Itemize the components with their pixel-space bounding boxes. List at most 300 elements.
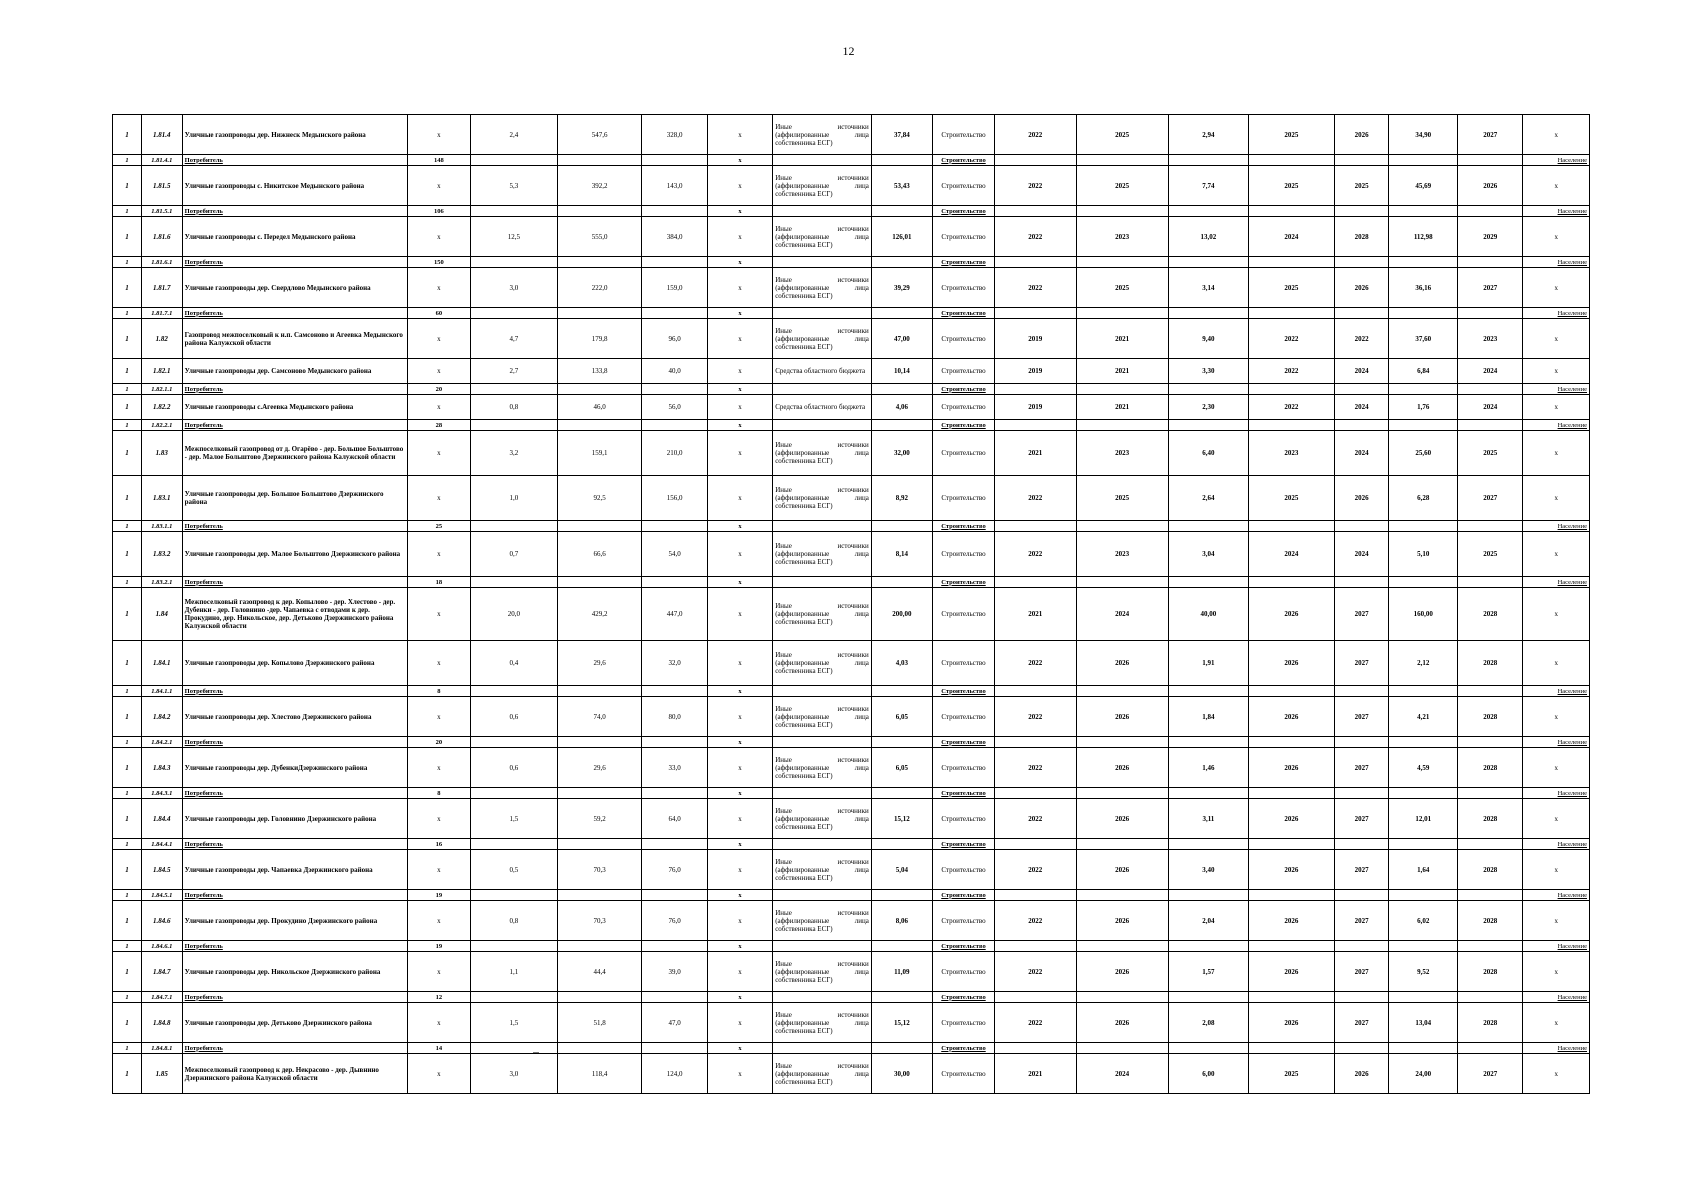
empty-cell <box>1249 577 1335 588</box>
empty-cell <box>557 737 642 748</box>
placeholder-cell: x <box>707 941 772 952</box>
table-body <box>113 115 1590 1094</box>
amount-cell: 6,05 <box>871 697 932 737</box>
year-cell: 2028 <box>1458 901 1523 941</box>
value-cell: 70,3 <box>557 850 642 890</box>
consumer-type-cell: Население <box>1523 839 1590 850</box>
empty-cell <box>557 839 642 850</box>
empty-cell <box>642 686 707 697</box>
object-name-cell: Уличные газопроводы дер. Копылово Дзержинского района <box>182 641 407 686</box>
row-code-cell: 1.84.2 <box>141 697 182 737</box>
empty-cell <box>871 155 932 166</box>
work-type-cell: Строительство <box>932 431 994 476</box>
amount-cell: 8,14 <box>871 532 932 577</box>
year-cell: 2024 <box>1249 532 1335 577</box>
empty-cell <box>1389 839 1458 850</box>
amount-cell: 24,00 <box>1389 1054 1458 1094</box>
value-cell: 447,0 <box>642 588 707 641</box>
value-cell: 74,0 <box>557 697 642 737</box>
empty-cell <box>642 577 707 588</box>
placeholder-cell: x <box>1523 319 1590 359</box>
consumer-label-cell: Потребитель <box>182 257 407 268</box>
work-type-cell: Строительство <box>932 1003 994 1043</box>
row-code-cell: 1.81.5 <box>141 166 182 206</box>
consumer-label-cell: Потребитель <box>182 577 407 588</box>
consumer-row <box>113 384 1590 395</box>
empty-cell <box>1249 890 1335 901</box>
object-name-cell: Уличные газопроводы дер. Никольское Дзержинского района <box>182 952 407 992</box>
row-code-cell: 1.81.4.1 <box>141 155 182 166</box>
year-cell: 2026 <box>1334 1054 1389 1094</box>
value-cell: 76,0 <box>642 901 707 941</box>
year-cell: 2025 <box>1076 268 1168 308</box>
placeholder-cell: x <box>707 788 772 799</box>
value-cell: 124,0 <box>642 1054 707 1094</box>
placeholder-cell: x <box>407 901 470 941</box>
consumer-count-cell: 20 <box>407 384 470 395</box>
funding-source-cell: Иные источники (аффилированные лица собственника ЕСГ) <box>773 952 872 992</box>
row-code-cell: 1.84.8 <box>141 1003 182 1043</box>
object-name-cell: Уличные газопроводы дер. Прокудино Дзержинского района <box>182 901 407 941</box>
year-cell: 2023 <box>1076 217 1168 257</box>
empty-cell <box>773 890 872 901</box>
table-row <box>113 748 1590 788</box>
year-cell: 2028 <box>1458 641 1523 686</box>
amount-cell: 3,04 <box>1168 532 1248 577</box>
empty-cell <box>1249 788 1335 799</box>
empty-cell <box>1389 941 1458 952</box>
year-cell: 2025 <box>1249 1054 1335 1094</box>
year-cell: 2026 <box>1249 850 1335 890</box>
year-cell: 2022 <box>995 952 1076 992</box>
placeholder-cell: x <box>1523 799 1590 839</box>
work-type-cell: Строительство <box>932 420 994 431</box>
consumer-type-cell: Население <box>1523 577 1590 588</box>
year-cell: 2026 <box>1334 476 1389 521</box>
row-code-cell: 1.81.5.1 <box>141 206 182 217</box>
empty-cell <box>995 155 1076 166</box>
object-name-cell: Уличные газопроводы дер. Чапаевка Дзержинского района <box>182 850 407 890</box>
empty-cell <box>642 737 707 748</box>
placeholder-cell: x <box>1523 952 1590 992</box>
year-cell: 2027 <box>1334 901 1389 941</box>
empty-cell <box>1389 788 1458 799</box>
empty-cell <box>1389 577 1458 588</box>
year-cell: 2027 <box>1334 1003 1389 1043</box>
object-name-cell: Уличные газопроводы дер. Самсоново Медынского района <box>182 359 407 384</box>
object-name-cell: Уличные газопроводы дер. Нижнеск Медынского района <box>182 115 407 155</box>
empty-cell <box>1249 839 1335 850</box>
table-row <box>113 166 1590 206</box>
consumer-type-cell: Население <box>1523 206 1590 217</box>
placeholder-cell: x <box>707 1054 772 1094</box>
empty-cell <box>995 941 1076 952</box>
year-cell: 2023 <box>1076 431 1168 476</box>
empty-cell <box>1458 155 1523 166</box>
empty-cell <box>1389 737 1458 748</box>
empty-cell <box>1076 155 1168 166</box>
empty-cell <box>871 686 932 697</box>
placeholder-cell: x <box>707 166 772 206</box>
consumer-type-cell: Население <box>1523 686 1590 697</box>
row-level-cell: 1 <box>113 850 142 890</box>
empty-cell <box>470 992 557 1003</box>
empty-cell <box>557 308 642 319</box>
value-cell: 29,6 <box>557 641 642 686</box>
empty-cell <box>642 890 707 901</box>
placeholder-cell: x <box>407 217 470 257</box>
value-cell: 76,0 <box>642 850 707 890</box>
row-code-cell: 1.84.7 <box>141 952 182 992</box>
length-cell: 0,7 <box>470 532 557 577</box>
table-row <box>113 588 1590 641</box>
funding-source-cell: Иные источники (аффилированные лица собственника ЕСГ) <box>773 532 872 577</box>
empty-cell <box>773 206 872 217</box>
year-cell: 2022 <box>995 217 1076 257</box>
year-cell: 2027 <box>1334 748 1389 788</box>
empty-cell <box>1076 737 1168 748</box>
empty-cell <box>995 521 1076 532</box>
placeholder-cell: x <box>1523 532 1590 577</box>
value-cell: 64,0 <box>642 799 707 839</box>
work-type-cell: Строительство <box>932 901 994 941</box>
empty-cell <box>642 308 707 319</box>
amount-cell: 2,12 <box>1389 641 1458 686</box>
row-code-cell: 1.81.6 <box>141 217 182 257</box>
year-cell: 2027 <box>1334 952 1389 992</box>
empty-cell <box>1076 384 1168 395</box>
value-cell: 96,0 <box>642 319 707 359</box>
placeholder-cell: x <box>407 476 470 521</box>
empty-cell <box>773 384 872 395</box>
year-cell: 2026 <box>1076 799 1168 839</box>
row-code-cell: 1.84.6.1 <box>141 941 182 952</box>
placeholder-cell: x <box>707 268 772 308</box>
year-cell: 2026 <box>1076 641 1168 686</box>
work-type-cell: Строительство <box>932 577 994 588</box>
empty-cell <box>773 1043 872 1054</box>
year-cell: 2022 <box>1249 319 1335 359</box>
value-cell: 555,0 <box>557 217 642 257</box>
row-level-cell: 1 <box>113 319 142 359</box>
empty-cell <box>470 257 557 268</box>
year-cell: 2022 <box>995 1003 1076 1043</box>
amount-cell: 15,12 <box>871 1003 932 1043</box>
row-level-cell: 1 <box>113 395 142 420</box>
consumer-type-cell: Население <box>1523 737 1590 748</box>
year-cell: 2026 <box>1076 748 1168 788</box>
table-row <box>113 319 1590 359</box>
year-cell: 2022 <box>995 166 1076 206</box>
amount-cell: 9,52 <box>1389 952 1458 992</box>
row-code-cell: 1.84.3.1 <box>141 788 182 799</box>
funding-source-cell: Средства областного бюджета <box>773 395 872 420</box>
value-cell: 47,0 <box>642 1003 707 1043</box>
work-type-cell: Строительство <box>932 588 994 641</box>
scan-mark <box>533 1052 539 1053</box>
amount-cell: 6,84 <box>1389 359 1458 384</box>
amount-cell: 37,60 <box>1389 319 1458 359</box>
amount-cell: 2,64 <box>1168 476 1248 521</box>
placeholder-cell: x <box>707 890 772 901</box>
value-cell: 143,0 <box>642 166 707 206</box>
empty-cell <box>1458 941 1523 952</box>
work-type-cell: Строительство <box>932 166 994 206</box>
empty-cell <box>1334 308 1389 319</box>
row-level-cell: 1 <box>113 737 142 748</box>
row-level-cell: 1 <box>113 901 142 941</box>
empty-cell <box>1389 521 1458 532</box>
empty-cell <box>871 521 932 532</box>
placeholder-cell: x <box>1523 115 1590 155</box>
row-level-cell: 1 <box>113 115 142 155</box>
empty-cell <box>1334 941 1389 952</box>
value-cell: 222,0 <box>557 268 642 308</box>
empty-cell <box>1076 839 1168 850</box>
row-level-cell: 1 <box>113 952 142 992</box>
placeholder-cell: x <box>707 206 772 217</box>
placeholder-cell: x <box>707 359 772 384</box>
empty-cell <box>1334 992 1389 1003</box>
amount-cell: 8,92 <box>871 476 932 521</box>
object-name-cell: Уличные газопроводы дер. Большое Больштово Дзержинского района <box>182 476 407 521</box>
funding-source-cell: Иные источники (аффилированные лица собственника ЕСГ) <box>773 850 872 890</box>
consumer-row <box>113 737 1590 748</box>
amount-cell: 1,91 <box>1168 641 1248 686</box>
empty-cell <box>470 577 557 588</box>
placeholder-cell: x <box>1523 1054 1590 1094</box>
table-row <box>113 268 1590 308</box>
amount-cell: 3,14 <box>1168 268 1248 308</box>
placeholder-cell: x <box>1523 395 1590 420</box>
placeholder-cell: x <box>707 217 772 257</box>
consumer-count-cell: 16 <box>407 839 470 850</box>
amount-cell: 1,76 <box>1389 395 1458 420</box>
amount-cell: 11,09 <box>871 952 932 992</box>
placeholder-cell: x <box>707 577 772 588</box>
object-name-cell: Уличные газопроводы дер. Свердлово Медынского района <box>182 268 407 308</box>
table-row <box>113 952 1590 992</box>
placeholder-cell: x <box>407 359 470 384</box>
empty-cell <box>1076 890 1168 901</box>
empty-cell <box>995 257 1076 268</box>
amount-cell: 4,21 <box>1389 697 1458 737</box>
table-row <box>113 1054 1590 1094</box>
empty-cell <box>1168 839 1248 850</box>
row-level-cell: 1 <box>113 748 142 788</box>
year-cell: 2026 <box>1076 850 1168 890</box>
empty-cell <box>1249 686 1335 697</box>
amount-cell: 160,00 <box>1389 588 1458 641</box>
empty-cell <box>470 737 557 748</box>
row-level-cell: 1 <box>113 476 142 521</box>
empty-cell <box>871 1043 932 1054</box>
consumer-type-cell: Население <box>1523 941 1590 952</box>
funding-source-cell: Иные источники (аффилированные лица собственника ЕСГ) <box>773 319 872 359</box>
year-cell: 2022 <box>995 748 1076 788</box>
amount-cell: 32,00 <box>871 431 932 476</box>
empty-cell <box>995 1043 1076 1054</box>
work-type-cell: Строительство <box>932 788 994 799</box>
amount-cell: 13,02 <box>1168 217 1248 257</box>
consumer-label-cell: Потребитель <box>182 384 407 395</box>
placeholder-cell: x <box>1523 641 1590 686</box>
placeholder-cell: x <box>1523 901 1590 941</box>
work-type-cell: Строительство <box>932 319 994 359</box>
work-type-cell: Строительство <box>932 395 994 420</box>
placeholder-cell: x <box>707 799 772 839</box>
empty-cell <box>470 788 557 799</box>
empty-cell <box>871 941 932 952</box>
amount-cell: 3,30 <box>1168 359 1248 384</box>
work-type-cell: Строительство <box>932 217 994 257</box>
consumer-type-cell: Население <box>1523 521 1590 532</box>
placeholder-cell: x <box>407 395 470 420</box>
empty-cell <box>1076 992 1168 1003</box>
year-cell: 2021 <box>1076 359 1168 384</box>
empty-cell <box>557 521 642 532</box>
year-cell: 2025 <box>1249 268 1335 308</box>
empty-cell <box>557 384 642 395</box>
empty-cell <box>642 941 707 952</box>
consumer-label-cell: Потребитель <box>182 521 407 532</box>
empty-cell <box>1249 1043 1335 1054</box>
empty-cell <box>470 521 557 532</box>
empty-cell <box>1389 155 1458 166</box>
amount-cell: 6,02 <box>1389 901 1458 941</box>
placeholder-cell: x <box>707 992 772 1003</box>
empty-cell <box>871 737 932 748</box>
empty-cell <box>1076 941 1168 952</box>
amount-cell: 37,84 <box>871 115 932 155</box>
value-cell: 159,1 <box>557 431 642 476</box>
consumer-count-cell: 150 <box>407 257 470 268</box>
consumer-count-cell: 20 <box>407 737 470 748</box>
row-code-cell: 1.83.2.1 <box>141 577 182 588</box>
consumer-label-cell: Потребитель <box>182 941 407 952</box>
year-cell: 2022 <box>995 901 1076 941</box>
year-cell: 2023 <box>1249 431 1335 476</box>
row-level-cell: 1 <box>113 257 142 268</box>
consumer-row <box>113 890 1590 901</box>
row-code-cell: 1.82.1.1 <box>141 384 182 395</box>
funding-source-cell: Иные источники (аффилированные лица собственника ЕСГ) <box>773 697 872 737</box>
year-cell: 2022 <box>995 476 1076 521</box>
value-cell: 70,3 <box>557 901 642 941</box>
consumer-count-cell: 19 <box>407 890 470 901</box>
amount-cell: 1,64 <box>1389 850 1458 890</box>
row-level-cell: 1 <box>113 697 142 737</box>
row-code-cell: 1.85 <box>141 1054 182 1094</box>
row-level-cell: 1 <box>113 1003 142 1043</box>
table-row <box>113 901 1590 941</box>
empty-cell <box>871 839 932 850</box>
empty-cell <box>470 1043 557 1054</box>
work-type-cell: Строительство <box>932 257 994 268</box>
year-cell: 2026 <box>1458 166 1523 206</box>
table-row <box>113 217 1590 257</box>
year-cell: 2025 <box>1249 476 1335 521</box>
funding-source-cell: Иные источники (аффилированные лица собственника ЕСГ) <box>773 268 872 308</box>
funding-source-cell: Иные источники (аффилированные лица собственника ЕСГ) <box>773 799 872 839</box>
empty-cell <box>1389 257 1458 268</box>
work-type-cell: Строительство <box>932 521 994 532</box>
empty-cell <box>1334 1043 1389 1054</box>
empty-cell <box>557 941 642 952</box>
value-cell: 156,0 <box>642 476 707 521</box>
consumer-type-cell: Население <box>1523 155 1590 166</box>
empty-cell <box>1334 839 1389 850</box>
row-code-cell: 1.84 <box>141 588 182 641</box>
value-cell: 118,4 <box>557 1054 642 1094</box>
value-cell: 384,0 <box>642 217 707 257</box>
row-code-cell: 1.84.4 <box>141 799 182 839</box>
value-cell: 29,6 <box>557 748 642 788</box>
row-code-cell: 1.83.1 <box>141 476 182 521</box>
consumer-type-cell: Население <box>1523 308 1590 319</box>
work-type-cell: Строительство <box>932 532 994 577</box>
empty-cell <box>1168 890 1248 901</box>
value-cell: 51,8 <box>557 1003 642 1043</box>
empty-cell <box>1458 737 1523 748</box>
placeholder-cell: x <box>1523 697 1590 737</box>
empty-cell <box>773 420 872 431</box>
work-type-cell: Строительство <box>932 384 994 395</box>
placeholder-cell: x <box>707 1003 772 1043</box>
consumer-row <box>113 992 1590 1003</box>
placeholder-cell: x <box>707 395 772 420</box>
empty-cell <box>1389 308 1458 319</box>
row-level-cell: 1 <box>113 268 142 308</box>
year-cell: 2024 <box>1334 532 1389 577</box>
amount-cell: 8,06 <box>871 901 932 941</box>
empty-cell <box>773 257 872 268</box>
row-level-cell: 1 <box>113 420 142 431</box>
amount-cell: 6,40 <box>1168 431 1248 476</box>
empty-cell <box>871 992 932 1003</box>
amount-cell: 126,01 <box>871 217 932 257</box>
empty-cell <box>642 992 707 1003</box>
empty-cell <box>557 577 642 588</box>
empty-cell <box>470 839 557 850</box>
empty-cell <box>1168 577 1248 588</box>
placeholder-cell: x <box>707 155 772 166</box>
placeholder-cell: x <box>407 431 470 476</box>
year-cell: 2024 <box>1334 431 1389 476</box>
object-name-cell: Межпоселковый газопровод к дер. Копылово - дер. Хлестово - дер. Дубенки - дер. Головнино -дер. Чапаевка с отводами к дер. Прокудино, дер. Никольское, дер. Детьково Дзержинского района Калужской области <box>182 588 407 641</box>
length-cell: 12,5 <box>470 217 557 257</box>
empty-cell <box>1334 155 1389 166</box>
year-cell: 2027 <box>1334 641 1389 686</box>
consumer-label-cell: Потребитель <box>182 1043 407 1054</box>
empty-cell <box>773 737 872 748</box>
value-cell: 44,4 <box>557 952 642 992</box>
row-code-cell: 1.82.2.1 <box>141 420 182 431</box>
empty-cell <box>1076 1043 1168 1054</box>
amount-cell: 53,43 <box>871 166 932 206</box>
empty-cell <box>1458 839 1523 850</box>
empty-cell <box>871 308 932 319</box>
amount-cell: 112,98 <box>1389 217 1458 257</box>
length-cell: 1,5 <box>470 799 557 839</box>
year-cell: 2021 <box>1076 395 1168 420</box>
empty-cell <box>1458 992 1523 1003</box>
length-cell: 2,7 <box>470 359 557 384</box>
row-code-cell: 1.84.3 <box>141 748 182 788</box>
row-code-cell: 1.81.4 <box>141 115 182 155</box>
empty-cell <box>470 686 557 697</box>
empty-cell <box>1334 788 1389 799</box>
